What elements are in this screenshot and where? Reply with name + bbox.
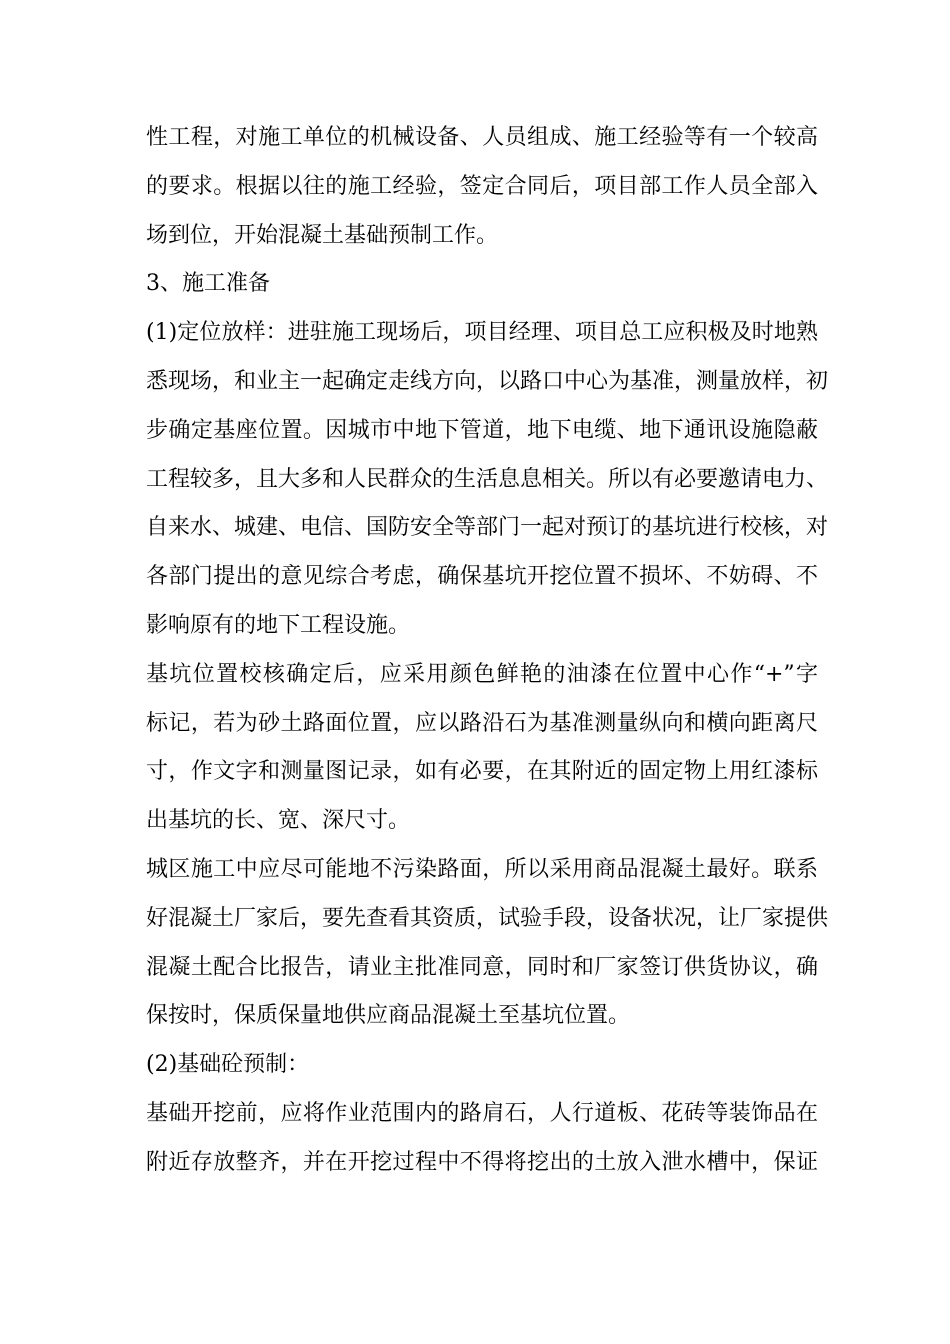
text-line-22: 附近存放整齐，并在开挖过程中不得将挖出的土放入泄水槽中，保证 bbox=[146, 1149, 818, 1175]
text-line-11: 影响原有的地下工程设施。 bbox=[146, 612, 411, 638]
text-line-6: 悉现场，和业主一起确定走线方向，以路口中心为基准，测量放样，初 bbox=[146, 368, 829, 394]
text-line-21: 基础开挖前，应将作业范围内的路肩石，人行道板、花砖等装饰品在 bbox=[146, 1100, 818, 1126]
text-line-12: 基坑位置校核确定后，应采用颜色鲜艳的油漆在位置中心作“+”字 bbox=[146, 661, 818, 687]
text-line-19: 保按时，保质保量地供应商品混凝土至基坑位置。 bbox=[146, 1003, 631, 1029]
text-line-5: (1)定位放样：进驻施工现场后，项目经理、项目总工应积极及时地熟 bbox=[146, 320, 818, 346]
text-line-2: 的要求。根据以往的施工经验，签定合同后，项目部工作人员全部入 bbox=[146, 173, 818, 199]
text-line-15: 出基坑的长、宽、深尺寸。 bbox=[146, 808, 411, 834]
text-line-9: 自来水、城建、电信、国防安全等部门一起对预订的基坑进行校核，对 bbox=[146, 515, 829, 541]
text-line-1: 性工程，对施工单位的机械设备、人员组成、施工经验等有一个较高 bbox=[146, 125, 818, 150]
text-line-14: 寸，作文字和测量图记录，如有必要，在其附近的固定物上用红漆标 bbox=[146, 759, 818, 785]
text-line-8: 工程较多，且大多和人民群众的生活息息相关。所以有必要邀请电力、 bbox=[146, 466, 829, 492]
text-line-13: 标记，若为砂土路面位置，应以路沿石为基准测量纵向和横向距离尺 bbox=[146, 710, 818, 736]
text-line-16: 城区施工中应尽可能地不污染路面，所以采用商品混凝土最好。联系 bbox=[146, 856, 818, 882]
text-line-17: 好混凝土厂家后，要先查看其资质，试验手段，设备状况，让厂家提供 bbox=[146, 905, 829, 931]
document-body bbox=[146, 114, 829, 1188]
text-line-3: 场到位，开始混凝土基础预制工作。 bbox=[146, 222, 499, 248]
text-line-10: 各部门提出的意见综合考虑，确保基坑开挖位置不损坏、不妨碍、不 bbox=[146, 564, 818, 590]
text-line-7: 步确定基座位置。因城市中地下管道，地下电缆、地下通讯设施隐蔽 bbox=[146, 417, 818, 443]
text-line-18: 混凝土配合比报告，请业主批准同意，同时和厂家签订供货协议，确 bbox=[146, 954, 818, 980]
subsection-heading: (2)基础砼预制： bbox=[146, 1052, 310, 1078]
section-heading: 3、施工准备 bbox=[146, 271, 270, 297]
